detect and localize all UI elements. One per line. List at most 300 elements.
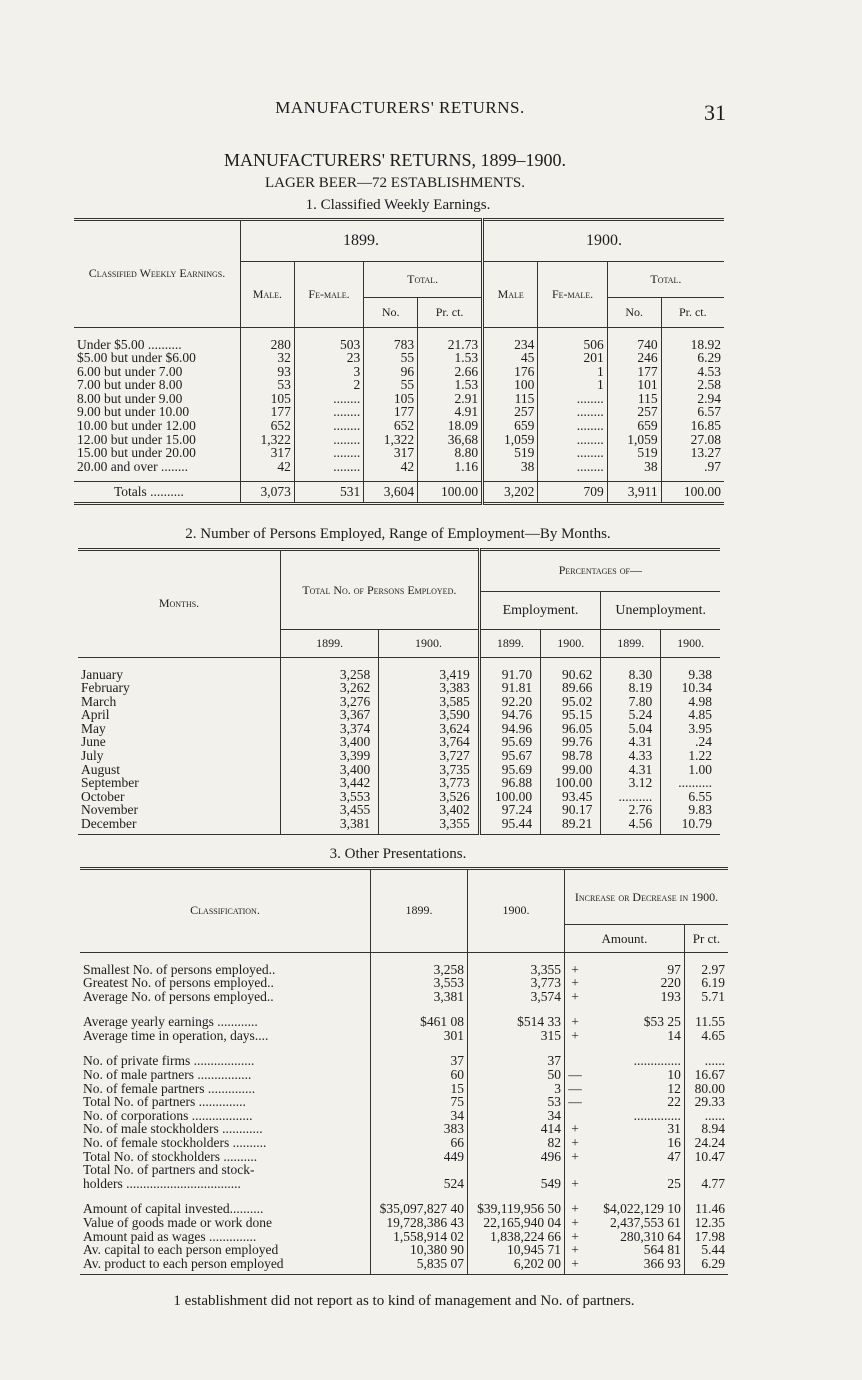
cell-sign: +: [565, 1150, 586, 1164]
cell-m99: 317: [241, 446, 295, 460]
cell-m00: 257: [483, 405, 538, 419]
table2-stub-header: Months.: [78, 550, 281, 658]
cell-n00: 257: [607, 405, 661, 419]
cell-p00: 13.27: [661, 446, 724, 460]
cell-u00: ..........: [661, 776, 720, 790]
cell-f99: ........: [294, 419, 363, 433]
cell-p00: .97: [661, 460, 724, 474]
cell-1899: 75: [371, 1095, 468, 1109]
cell-t99: 3,276: [281, 695, 379, 709]
cell-pct: 8.94: [684, 1122, 728, 1136]
cell-n99: 652: [364, 419, 418, 433]
row-label: No. of male stockholders ............: [83, 1121, 263, 1137]
running-head: MANUFACTURERS' RETURNS.: [275, 98, 525, 117]
cell-e00: 95.02: [541, 695, 601, 709]
cell-amount: 16: [667, 1135, 681, 1151]
cell-amount: $4,022,129 10: [603, 1201, 681, 1217]
cell-m99: 53: [241, 378, 295, 392]
table-row: [80, 1243, 728, 1257]
row-label: Av. product to each person employed: [83, 1255, 284, 1271]
t2-total-header: Total No. of Persons Employed.: [281, 550, 480, 630]
cell-t99: 3,258: [281, 668, 379, 682]
cell-e00: 100.00: [541, 776, 601, 790]
cell-n00: 115: [607, 392, 661, 406]
cell-p99: 1.53: [418, 351, 483, 365]
t2-unemp-1900: 1900.: [661, 630, 720, 658]
table-row: [74, 392, 724, 406]
cell-pct: 6.19: [684, 976, 728, 990]
cell-1899: 66: [371, 1136, 468, 1150]
page-number: 31: [704, 100, 726, 125]
cell-pct: 12.35: [684, 1216, 728, 1230]
cell-e99: 94.76: [479, 708, 540, 722]
table1-caption: 1. Classified Weekly Earnings.: [305, 197, 491, 213]
row-label: $5.00 but under $6.00: [77, 350, 196, 366]
cell-amount: 220: [660, 975, 681, 991]
t3-1900-header: 1900.: [468, 869, 565, 953]
cell-f99: ........: [294, 392, 363, 406]
row-label: Total No. of partners and stock-: [83, 1162, 255, 1178]
table-row: [80, 1095, 728, 1109]
cell-m00: 1,059: [483, 433, 538, 447]
cell-n00: 246: [607, 351, 661, 365]
cell-e99: 94.96: [479, 722, 540, 736]
cell-n99: 42: [364, 460, 418, 474]
cell-t00: 3,402: [379, 803, 480, 817]
cell-u99: 4.33: [601, 749, 661, 763]
row-label: Value of goods made or work done: [83, 1215, 272, 1230]
cell-1899: 15: [371, 1082, 468, 1096]
cell-1899: 3,553: [371, 976, 468, 990]
cell-u00: 9.38: [661, 668, 720, 682]
table-row: [80, 1122, 728, 1136]
cell-e99: 100.00: [479, 790, 540, 804]
cell-f00: ........: [538, 419, 607, 433]
cell-t00: 3,624: [379, 722, 480, 736]
row-label: Av. capital to each person employed: [83, 1242, 279, 1258]
row-label: Average time in operation, days....: [83, 1027, 269, 1043]
table-row: [74, 446, 724, 460]
table2: [78, 548, 720, 835]
table-row: [78, 708, 720, 722]
row-label: Average No. of persons employed..: [83, 988, 274, 1004]
cell-m00: 45: [483, 351, 538, 365]
table-row: [80, 1216, 728, 1230]
cell-p99: 8.80: [418, 446, 483, 460]
table1: [74, 218, 724, 505]
cell-1900: 3,355: [468, 963, 565, 977]
cell-t00: 3,590: [379, 708, 480, 722]
t1-prct-1899: Pr. ct.: [418, 298, 483, 328]
table-row: [80, 1054, 728, 1068]
cell-1899: 449: [371, 1150, 468, 1164]
t1-no-1900: No.: [607, 298, 661, 328]
table1-year-1900: 1900.: [483, 220, 724, 262]
cell-n00: 1,059: [607, 433, 661, 447]
table-row: [78, 668, 720, 682]
cell-sign: +: [565, 1243, 586, 1257]
cell-pct: ......: [684, 1109, 728, 1123]
cell-p00: 27.08: [661, 433, 724, 447]
row-label: No. of female stockholders ..........: [83, 1135, 267, 1151]
cell-m99: 32: [241, 351, 295, 365]
cell-pct: 29.33: [684, 1095, 728, 1109]
cell-m99: 1,322: [241, 433, 295, 447]
cell-1899: 34: [371, 1109, 468, 1123]
cell-pct: 5.44: [684, 1243, 728, 1257]
cell-e00: 90.17: [541, 803, 601, 817]
row-label: No. of male partners ................: [83, 1067, 252, 1083]
cell-m99: 105: [241, 392, 295, 406]
cell-n00: 740: [607, 338, 661, 352]
cell-amount: 280,310 64: [620, 1228, 681, 1244]
cell-1899: 10,380 90: [371, 1243, 468, 1257]
cell-u00: 6.55: [661, 790, 720, 804]
cell-e00: 93.45: [541, 790, 601, 804]
cell-t00: 3,526: [379, 790, 480, 804]
month-label: May: [81, 720, 106, 736]
table-row: [74, 338, 724, 352]
cell-f00: ........: [538, 433, 607, 447]
cell-sign: +: [565, 1029, 586, 1043]
cell-amount: 47: [667, 1148, 681, 1164]
row-label: 10.00 but under 12.00: [77, 418, 196, 434]
table-row: [74, 351, 724, 365]
cell-t99: 3,400: [281, 763, 379, 777]
cell-amount: 366 93: [643, 1255, 681, 1271]
cell-amount: ..............: [633, 1107, 681, 1123]
row-label: Greatest No. of persons employed..: [83, 975, 274, 991]
footnote: 1 establishment did not report as to kind of management and No. of partners.: [173, 1293, 635, 1309]
cell-sign: —: [565, 1095, 586, 1109]
cell-e00: 96.05: [541, 722, 601, 736]
cell-u99: 5.24: [601, 708, 661, 722]
cell-f00: 1: [538, 378, 607, 392]
t2-emp-1900: 1900.: [541, 630, 601, 658]
table-row: [74, 460, 724, 474]
cell-u99: 4.56: [601, 817, 661, 831]
cell-1900: 82: [468, 1136, 565, 1150]
row-label: Average yearly earnings ............: [83, 1014, 258, 1030]
cell-m00: 38: [483, 460, 538, 474]
cell-pct: 17.98: [684, 1230, 728, 1244]
table3-stub-header: Classification.: [80, 869, 371, 953]
cell-t99: 3,374: [281, 722, 379, 736]
cell-t00: 3,727: [379, 749, 480, 763]
total-f00: 709: [538, 481, 607, 503]
cell-1900: 10,945 71: [468, 1243, 565, 1257]
cell-t99: 3,262: [281, 681, 379, 695]
total-p99: 100.00: [418, 481, 483, 503]
cell-pct: [684, 1163, 728, 1177]
cell-f99: ........: [294, 405, 363, 419]
cell-t99: 3,455: [281, 803, 379, 817]
cell-1899: 19,728,386 43: [371, 1216, 468, 1230]
cell-m00: 234: [483, 338, 538, 352]
cell-1900: 3,574: [468, 990, 565, 1004]
cell-sign: +: [565, 1136, 586, 1150]
row-label: Total No. of stockholders ..........: [83, 1148, 258, 1164]
cell-1900: 549: [468, 1177, 565, 1191]
cell-amount: 25: [667, 1175, 681, 1191]
cell-t00: 3,764: [379, 735, 480, 749]
table1-year-1899: 1899.: [241, 220, 483, 262]
cell-pct: 5.71: [684, 990, 728, 1004]
t1-male-1900: Male: [483, 262, 538, 328]
t2-pct-header: Percentages of—: [479, 550, 720, 592]
month-label: November: [81, 802, 138, 818]
cell-1899: 3,381: [371, 990, 468, 1004]
cell-t00: 3,419: [379, 668, 480, 682]
cell-u99: ..........: [601, 790, 661, 804]
cell-e00: 98.78: [541, 749, 601, 763]
table-row: [74, 365, 724, 379]
cell-f99: 23: [294, 351, 363, 365]
month-label: June: [81, 734, 106, 750]
table-row: [80, 1163, 728, 1177]
cell-p00: 2.58: [661, 378, 724, 392]
cell-p00: 18.92: [661, 338, 724, 352]
month-label: February: [81, 680, 130, 696]
cell-amount: 2,437,553 61: [610, 1215, 681, 1230]
cell-u00: .24: [661, 735, 720, 749]
page-subtitle: LAGER BEER—72 ESTABLISHMENTS.: [264, 175, 526, 191]
cell-u00: 3.95: [661, 722, 720, 736]
cell-pct: 24.24: [684, 1136, 728, 1150]
cell-1900: 34: [468, 1109, 565, 1123]
cell-e99: 95.69: [479, 763, 540, 777]
cell-n99: 317: [364, 446, 418, 460]
t1-total-1900: Total.: [607, 262, 724, 298]
cell-e99: 96.88: [479, 776, 540, 790]
row-label: No. of private firms ..................: [83, 1053, 255, 1069]
cell-u00: 1.00: [661, 763, 720, 777]
cell-t99: 3,400: [281, 735, 379, 749]
total-m00: 3,202: [483, 481, 538, 503]
month-label: December: [81, 816, 137, 832]
t3-amount-header: Amount.: [565, 925, 685, 953]
table-row: [80, 1150, 728, 1164]
table-row: [80, 1177, 728, 1191]
row-label: Under $5.00 ..........: [77, 336, 182, 352]
table-row: [78, 722, 720, 736]
cell-f00: 1: [538, 365, 607, 379]
cell-p00: 16.85: [661, 419, 724, 433]
cell-1899: $35,097,827 40: [371, 1202, 468, 1216]
cell-sign: [565, 1163, 586, 1177]
row-label: Amount of capital invested..........: [83, 1201, 264, 1217]
cell-sign: [565, 1109, 586, 1123]
t2-employment-header: Employment.: [479, 592, 601, 630]
cell-sign: +: [565, 1202, 586, 1216]
cell-n00: 101: [607, 378, 661, 392]
cell-pct: 80.00: [684, 1082, 728, 1096]
cell-p99: 21.73: [418, 338, 483, 352]
cell-amount: 31: [667, 1121, 681, 1137]
cell-sign: +: [565, 1216, 586, 1230]
cell-n99: 1,322: [364, 433, 418, 447]
cell-1899: 301: [371, 1029, 468, 1043]
cell-t99: 3,553: [281, 790, 379, 804]
cell-sign: +: [565, 1257, 586, 1271]
cell-u99: 4.31: [601, 735, 661, 749]
cell-t00: 3,585: [379, 695, 480, 709]
cell-e00: 95.15: [541, 708, 601, 722]
cell-1900: 414: [468, 1122, 565, 1136]
cell-1900: 22,165,940 04: [468, 1216, 565, 1230]
cell-n99: 55: [364, 351, 418, 365]
cell-t99: 3,442: [281, 776, 379, 790]
cell-f00: ........: [538, 405, 607, 419]
cell-p99: 4.91: [418, 405, 483, 419]
cell-1900: [468, 1163, 565, 1177]
cell-e99: 91.81: [479, 681, 540, 695]
cell-e00: 99.76: [541, 735, 601, 749]
cell-e00: 99.00: [541, 763, 601, 777]
t1-male-1899: Male.: [241, 262, 295, 328]
row-label: Amount paid as wages ..............: [83, 1228, 257, 1244]
cell-u00: 10.79: [661, 817, 720, 831]
cell-1899: 1,558,914 02: [371, 1230, 468, 1244]
cell-u99: 2.76: [601, 803, 661, 817]
table-row: [74, 405, 724, 419]
cell-u00: 9.83: [661, 803, 720, 817]
cell-u00: 4.98: [661, 695, 720, 709]
cell-t99: 3,381: [281, 817, 379, 831]
cell-e99: 95.67: [479, 749, 540, 763]
total-n00: 3,911: [607, 481, 661, 503]
table-row: [74, 378, 724, 392]
total-p00: 100.00: [661, 481, 724, 503]
cell-1900: 3,773: [468, 976, 565, 990]
table-row: [80, 1068, 728, 1082]
cell-u99: 5.04: [601, 722, 661, 736]
cell-1900: 6,202 00: [468, 1257, 565, 1271]
cell-m00: 176: [483, 365, 538, 379]
totals-row: [74, 481, 724, 503]
cell-u99: 8.30: [601, 668, 661, 682]
cell-pct: 11.46: [684, 1202, 728, 1216]
cell-p00: 2.94: [661, 392, 724, 406]
cell-m99: 652: [241, 419, 295, 433]
total-m99: 3,073: [241, 481, 295, 503]
t2-unemp-1899: 1899.: [601, 630, 661, 658]
cell-sign: +: [565, 976, 586, 990]
table-row: [80, 1257, 728, 1271]
cell-f00: ........: [538, 446, 607, 460]
cell-amount: 97: [667, 961, 681, 977]
cell-1899: 3,258: [371, 963, 468, 977]
cell-e99: 97.24: [479, 803, 540, 817]
cell-t00: 3,383: [379, 681, 480, 695]
cell-sign: —: [565, 1068, 586, 1082]
cell-p00: 4.53: [661, 365, 724, 379]
table3: [80, 867, 728, 1275]
cell-e99: 92.20: [479, 695, 540, 709]
cell-1899: 5,835 07: [371, 1257, 468, 1271]
total-f99: 531: [294, 481, 363, 503]
cell-pct: 2.97: [684, 963, 728, 977]
table-row: [78, 776, 720, 790]
cell-m99: 93: [241, 365, 295, 379]
t3-1899-header: 1899.: [371, 869, 468, 953]
t1-total-1899: Total.: [364, 262, 483, 298]
table-row: [78, 735, 720, 749]
cell-n00: 38: [607, 460, 661, 474]
cell-f00: 201: [538, 351, 607, 365]
cell-p99: 1.53: [418, 378, 483, 392]
cell-e99: 95.69: [479, 735, 540, 749]
cell-e99: 95.44: [479, 817, 540, 831]
cell-1899: 37: [371, 1054, 468, 1068]
cell-sign: +: [565, 1230, 586, 1244]
cell-sign: —: [565, 1082, 586, 1096]
cell-m00: 100: [483, 378, 538, 392]
cell-f99: ........: [294, 446, 363, 460]
cell-p99: 2.66: [418, 365, 483, 379]
table2-caption: 2. Number of Persons Employed, Range of Employment—By Months.: [185, 526, 611, 542]
cell-t00: 3,773: [379, 776, 480, 790]
cell-pct: 6.29: [684, 1257, 728, 1271]
table-row: [78, 790, 720, 804]
cell-f99: 3: [294, 365, 363, 379]
cell-sign: [565, 1054, 586, 1068]
cell-e00: 89.66: [541, 681, 601, 695]
cell-u00: 10.34: [661, 681, 720, 695]
row-label: 8.00 but under 9.00: [77, 390, 183, 406]
cell-sign: +: [565, 1177, 586, 1191]
cell-m00: 659: [483, 419, 538, 433]
t2-total-1900: 1900.: [379, 630, 480, 658]
cell-amount: 12: [667, 1080, 681, 1096]
row-label: holders ..................................: [83, 1175, 241, 1191]
t1-female-1900: Fe-male.: [538, 262, 607, 328]
table-row: [80, 1109, 728, 1123]
cell-e99: 91.70: [479, 668, 540, 682]
cell-pct: 11.55: [684, 1015, 728, 1029]
row-label: 9.00 but under 10.00: [77, 404, 190, 420]
table-row: [78, 681, 720, 695]
cell-n99: 783: [364, 338, 418, 352]
cell-pct: 4.65: [684, 1029, 728, 1043]
month-label: March: [81, 693, 117, 709]
table-row: [80, 1029, 728, 1043]
t2-total-1899: 1899.: [281, 630, 379, 658]
cell-m00: 519: [483, 446, 538, 460]
table-row: [80, 990, 728, 1004]
t1-female-1899: Fe-male.: [294, 262, 363, 328]
cell-u99: 7.80: [601, 695, 661, 709]
t1-no-1899: No.: [364, 298, 418, 328]
cell-e00: 90.62: [541, 668, 601, 682]
cell-f99: ........: [294, 460, 363, 474]
cell-u00: 1.22: [661, 749, 720, 763]
cell-f99: 2: [294, 378, 363, 392]
table-row: [80, 1015, 728, 1029]
table-row: [80, 1230, 728, 1244]
cell-1899: 383: [371, 1122, 468, 1136]
row-label: 20.00 and over ........: [77, 458, 188, 474]
cell-n99: 55: [364, 378, 418, 392]
cell-1900: $514 33: [468, 1015, 565, 1029]
cell-1900: 3: [468, 1082, 565, 1096]
table1-stub-header: Classified Weekly Earnings.: [74, 220, 241, 328]
cell-n00: 659: [607, 419, 661, 433]
cell-1899: 524: [371, 1177, 468, 1191]
cell-p99: 36,68: [418, 433, 483, 447]
cell-1900: 496: [468, 1150, 565, 1164]
row-label: No. of female partners ..............: [83, 1080, 256, 1096]
